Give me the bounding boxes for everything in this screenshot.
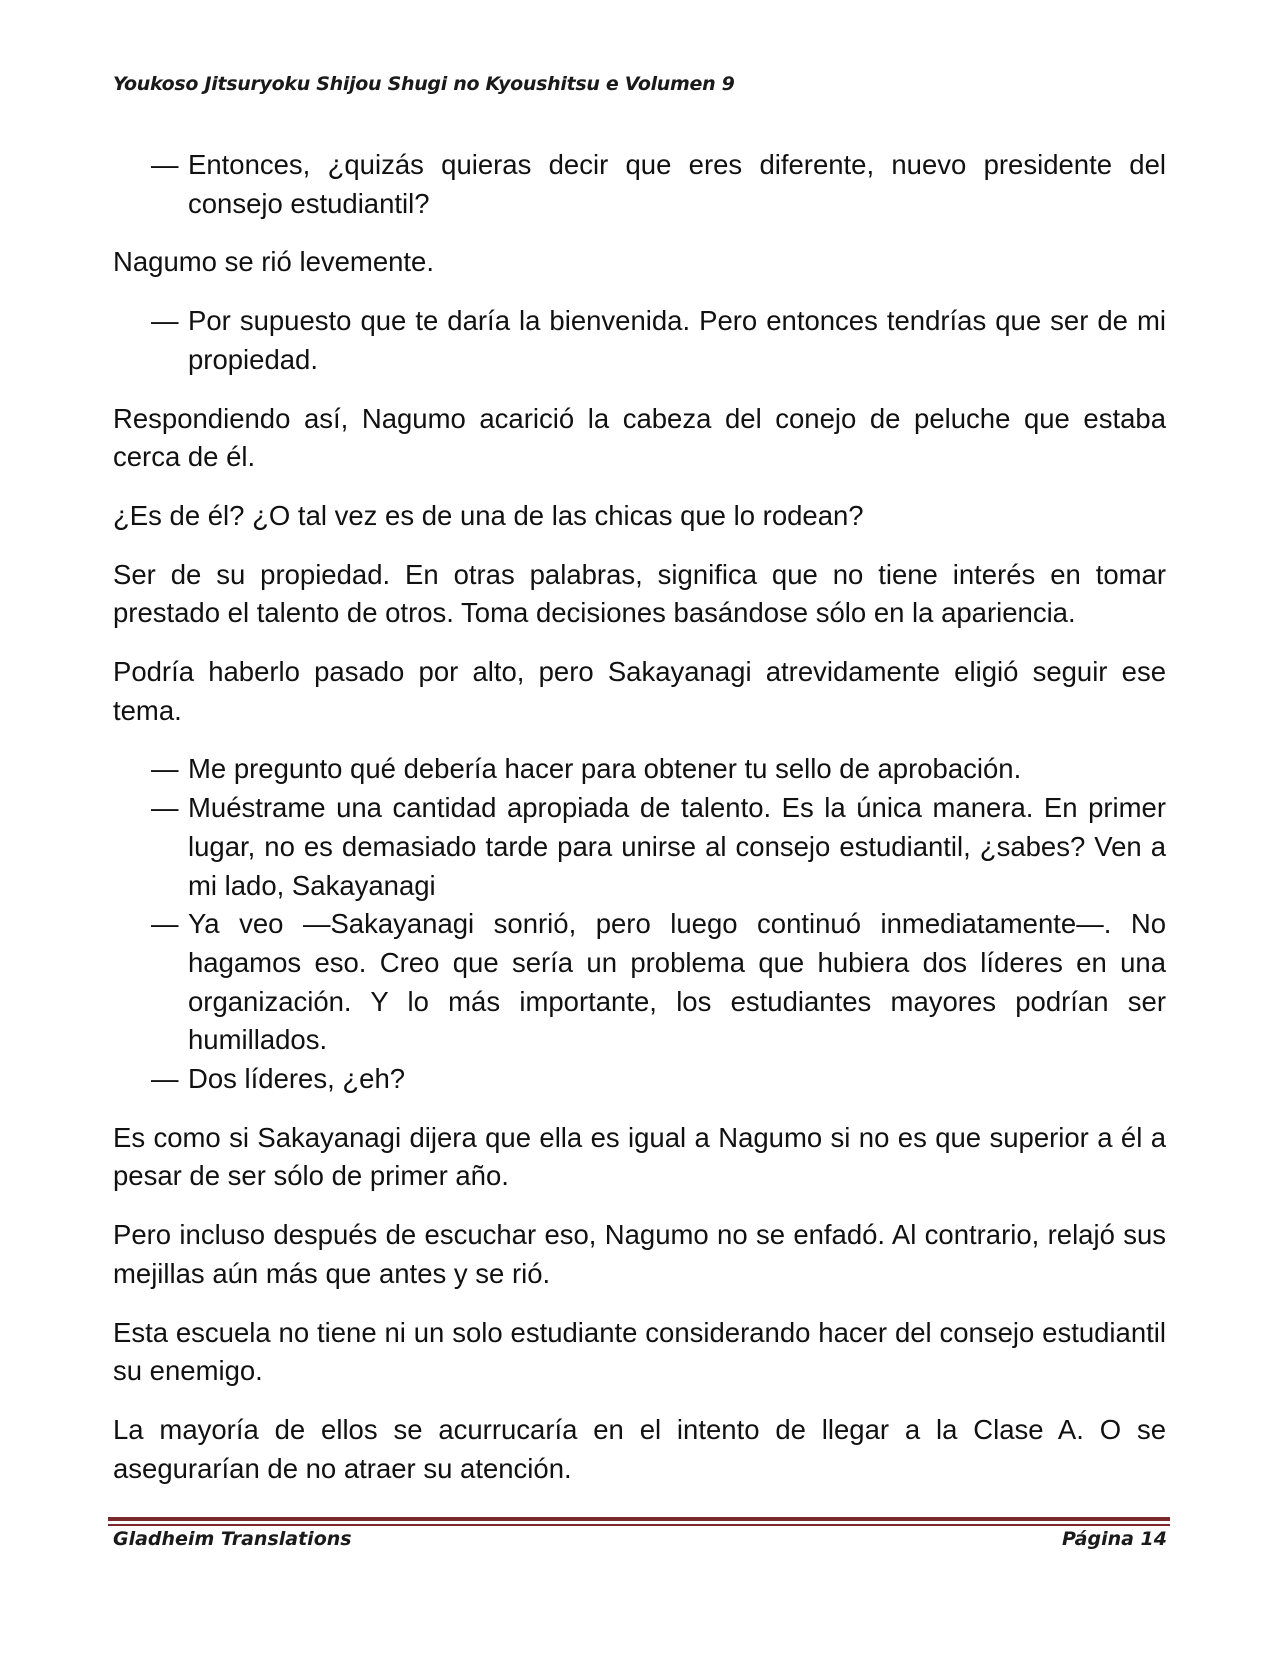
dialogue-text: Me pregunto qué debería hacer para obtener tu sello de aprobación. xyxy=(188,753,1022,785)
dialogue-dash: — xyxy=(151,1063,179,1095)
dialogue-dash: — xyxy=(151,149,179,180)
dialogue-group xyxy=(113,302,1166,379)
paragraph: Esta escuela no tiene ni un solo estudiante considerando hacer del consejo estudiantil su enemigo. xyxy=(113,1316,1166,1387)
footer-rule-thin xyxy=(108,1524,1170,1526)
page-body xyxy=(113,146,1166,1508)
dialogue-line xyxy=(113,302,1166,379)
dialogue-text: Muéstrame una cantidad apropiada de talento. Es la única manera. En primer lugar, no es demasiado tarde para unirse al consejo estudiantil, ¿sabes? Ven a mi lado, Sakayanagi xyxy=(188,792,1166,901)
dialogue-dash: — xyxy=(151,792,179,824)
paragraph: Podría haberlo pasado por alto, pero Sakayanagi atrevidamente eligió seguir ese tema. xyxy=(113,656,1166,726)
dialogue-line xyxy=(113,1060,1166,1099)
dialogue-text: Por supuesto que te daría la bienvenida. Pero entonces tendrías que ser de mi propiedad. xyxy=(188,305,1166,375)
dialogue-group xyxy=(113,750,1166,1098)
dialogue-group xyxy=(113,146,1166,223)
dialogue-line xyxy=(113,789,1166,905)
running-header-title: Youkoso Jitsuryoku Shijou Shugi no Kyoushitsu e Volumen 9 xyxy=(113,73,735,95)
paragraph: Pero incluso después de escuchar eso, Nagumo no se enfadó. Al contrario, relajó sus mejillas aún más que antes y se rió. xyxy=(113,1219,1166,1289)
dialogue-line xyxy=(113,750,1166,789)
dialogue-dash: — xyxy=(151,305,179,337)
paragraph: ¿Es de él? ¿O tal vez es de una de las chicas que lo rodean? xyxy=(113,499,864,531)
dialogue-line xyxy=(113,146,1166,223)
dialogue-dash: — xyxy=(151,753,179,785)
paragraph: Respondiendo así, Nagumo acarició la cabeza del conejo de peluche que estaba cerca de él. xyxy=(113,402,1166,473)
paragraph: La mayoría de ellos se acurrucaría en el intento de llegar a la Clase A. O se asegurarían de no atraer su atención. xyxy=(113,1413,1166,1484)
paragraph: Es como si Sakayanagi dijera que ella es igual a Nagumo si no es que superior a él a pesar de ser sólo de primer año. xyxy=(113,1121,1166,1192)
footer-translator: Gladheim Translations xyxy=(113,1528,352,1550)
paragraph: Ser de su propiedad. En otras palabras, significa que no tiene interés en tomar prestado el talento de otros. Toma decisiones basándose sólo en la apariencia. xyxy=(113,558,1166,629)
dialogue-dash: — xyxy=(151,908,179,940)
footer-page-number: Página 14 xyxy=(1061,1528,1167,1550)
dialogue-text: Dos líderes, ¿eh? xyxy=(188,1063,406,1095)
footer-rule xyxy=(108,1517,1170,1521)
paragraph: Nagumo se rió levemente. xyxy=(113,246,434,278)
dialogue-line xyxy=(113,905,1166,1060)
dialogue-text: Entonces, ¿quizás quieras decir que eres diferente, nuevo presidente del consejo estudiantil? xyxy=(188,149,1166,219)
dialogue-text: Ya veo —Sakayanagi sonrió, pero luego continuó inmediatamente—. No hagamos eso. Creo que sería un problema que hubiera dos líderes en una organización. Y lo más importante, los estudiantes mayores podrían ser humillados. xyxy=(188,908,1166,1056)
